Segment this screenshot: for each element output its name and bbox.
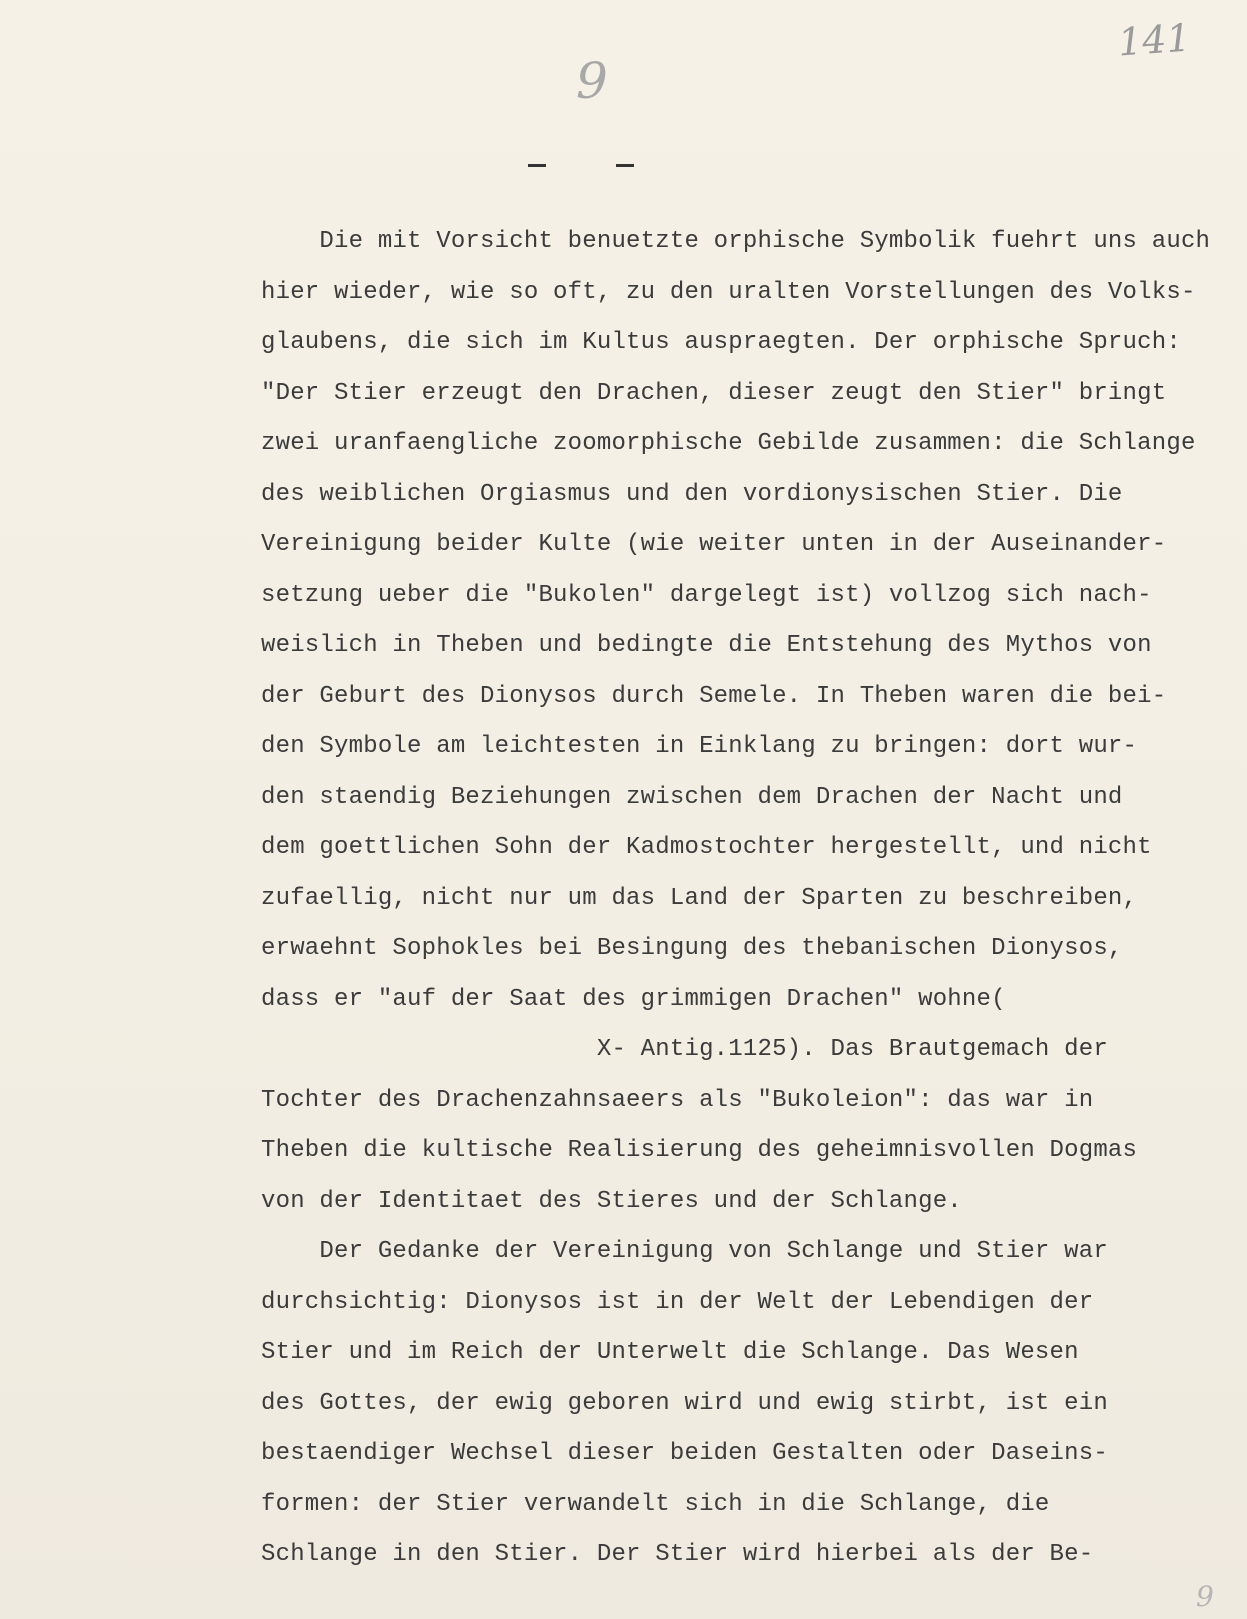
text-line: dass er "auf der Saat des grimmigen Drachen" wohne( — [261, 985, 1006, 1013]
text-line: glaubens, die sich im Kultus auspraegten. Der orphische Spruch: — [261, 329, 1181, 356]
text-line: den Symbole am leichtesten in Einklang zu bringen: dort wur- — [261, 733, 1138, 760]
header-dash-right — [616, 164, 634, 167]
text-line: des weiblichen Orgiasmus und den vordionysischen Stier. Die — [261, 480, 1123, 508]
text-line: Schlange in den Stier. Der Stier wird hierbei als der Be- — [261, 1541, 1094, 1568]
text-line: formen: der Stier verwandelt sich in die Schlange, die — [261, 1490, 1050, 1518]
text-line: den staendig Beziehungen zwischen dem Drachen der Nacht und — [261, 783, 1123, 811]
text-line: dem goettlichen Sohn der Kadmostochter hergestellt, und nicht — [261, 834, 1152, 861]
text-line: Stier und im Reich der Unterwelt die Schlange. Das Wesen — [261, 1339, 1079, 1366]
text-line: von der Identitaet des Stieres und der Schlange. — [261, 1187, 962, 1215]
text-line: erwaehnt Sophokles bei Besingung des thebanischen Dionysos, — [261, 935, 1123, 962]
text-line: Vereinigung beider Kulte (wie weiter unten in der Auseinander- — [261, 531, 1167, 558]
text-line: "Der Stier erzeugt den Drachen, dieser zeugt den Stier" bringt — [261, 379, 1167, 407]
text-line: Die mit Vorsicht benuetzte orphische Symbolik fuehrt uns auch — [261, 228, 1211, 255]
text-line: Theben die kultische Realisierung des geheimnisvollen Dogmas — [261, 1137, 1138, 1164]
text-line: des Gottes, der ewig geboren wird und ewig stirbt, ist ein — [261, 1389, 1108, 1417]
handwritten-page-number: 9 — [576, 52, 608, 110]
typed-body-text — [261, 217, 1241, 1581]
corner-page-mark: 9 — [1196, 1580, 1214, 1613]
text-line: hier wieder, wie so oft, zu den uralten Vorstellungen des Volks- — [261, 278, 1196, 306]
folio-number: 141 — [1116, 15, 1192, 65]
text-line: Tochter des Drachenzahnsaeers als "Bukoleion": das war in — [261, 1086, 1094, 1114]
text-line: durchsichtig: Dionysos ist in der Welt der Lebendigen der — [261, 1288, 1094, 1316]
text-line: der Geburt des Dionysos durch Semele. In Theben waren die bei- — [261, 682, 1167, 710]
header-dash-left — [528, 164, 546, 167]
text-line: setzung ueber die "Bukolen" dargelegt ist) vollzog sich nach- — [261, 581, 1152, 609]
text-line: zwei uranfaengliche zoomorphische Gebilde zusammen: die Schlange — [261, 430, 1196, 457]
text-line: zufaellig, nicht nur um das Land der Sparten zu beschreiben, — [261, 884, 1138, 912]
text-line: X- Antig.1125). Das Brautgemach der — [261, 1036, 1108, 1063]
text-line: bestaendiger Wechsel dieser beiden Gestalten oder Daseins- — [261, 1440, 1108, 1467]
text-line: Der Gedanke der Vereinigung von Schlange und Stier war — [261, 1238, 1108, 1265]
text-line: weislich in Theben und bedingte die Entstehung des Mythos von — [261, 632, 1152, 659]
